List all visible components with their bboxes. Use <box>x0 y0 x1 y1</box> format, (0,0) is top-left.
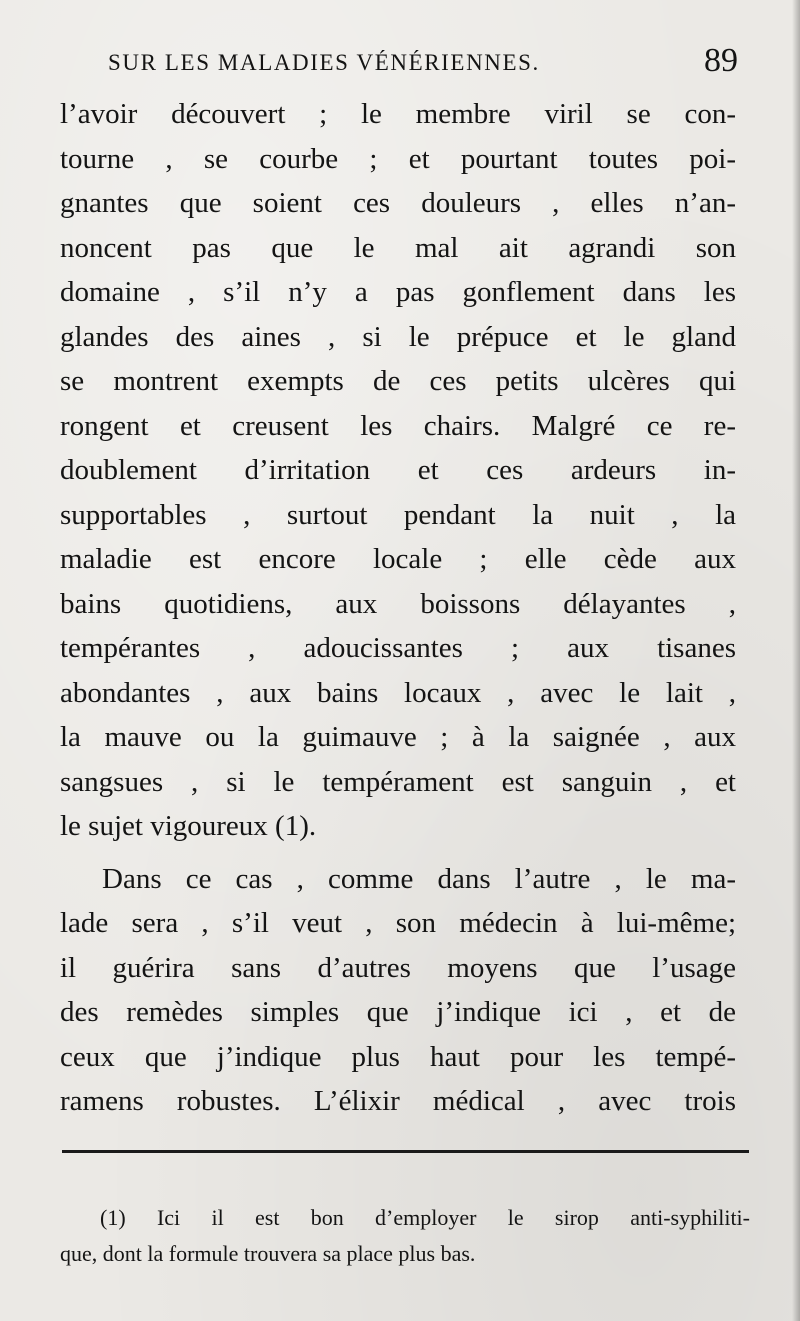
text-line: noncent pas que le mal ait agrandi son <box>60 231 736 264</box>
text-line: gnantes que soient ces douleurs , elles n’an- <box>60 187 736 219</box>
footnote-line: (1) Ici il est bon d’employer le sirop anti-syphiliti- <box>100 1205 750 1230</box>
text-line: sangsues , si le tempérament est sanguin , et <box>60 765 736 798</box>
text-line: Dans ce cas , comme dans l’autre , le ma- <box>102 862 736 895</box>
paragraph-gap <box>60 849 736 857</box>
text-line: supportables , surtout pendant la nuit , la <box>60 498 736 531</box>
text-line: le sujet vigoureux (1). <box>60 810 317 842</box>
text-line: l’avoir découvert ; le membre viril se con- <box>60 98 736 130</box>
page-edge-shadow <box>792 0 800 1321</box>
text-line: ceux que j’indique plus haut pour les tempé- <box>60 1040 736 1073</box>
text-line: doublement d’irritation et ces ardeurs in- <box>60 454 736 486</box>
text-line: glandes des aines , si le prépuce et le gland <box>60 320 736 353</box>
text-line: il guérira sans d’autres moyens que l’usage <box>60 951 736 984</box>
text-line: tourne , se courbe ; et pourtant toutes poi- <box>60 142 736 175</box>
page-number: 89 <box>704 42 738 79</box>
text-line: maladie est encore locale ; elle cède aux <box>60 543 736 575</box>
text-line: rongent et creusent les chairs. Malgré ce re- <box>60 409 736 442</box>
running-title: SUR LES MALADIES VÉNÉRIENNES. <box>108 50 540 75</box>
text-line: se montrent exempts de ces petits ulcères qui <box>60 365 736 397</box>
text-line: domaine , s’il n’y a pas gonflement dans les <box>60 276 736 308</box>
running-head <box>108 44 738 84</box>
footnote-line: que, dont la formule trouvera sa place plus bas. <box>60 1241 476 1266</box>
footnote-rule <box>62 1150 749 1153</box>
text-line: tempérantes , adoucissantes ; aux tisanes <box>60 632 736 664</box>
footnote <box>60 1200 750 1272</box>
text-line: ramens robustes. L’élixir médical , avec trois <box>60 1085 736 1117</box>
body-text <box>60 92 736 1124</box>
text-line: lade sera , s’il veut , son médecin à lui-même; <box>60 907 736 939</box>
text-line: la mauve ou la guimauve ; à la saignée , aux <box>60 721 736 753</box>
text-line: des remèdes simples que j’indique ici , et de <box>60 996 736 1028</box>
text-line: abondantes , aux bains locaux , avec le lait , <box>60 676 736 709</box>
text-line: bains quotidiens, aux boissons délayantes , <box>60 587 736 620</box>
